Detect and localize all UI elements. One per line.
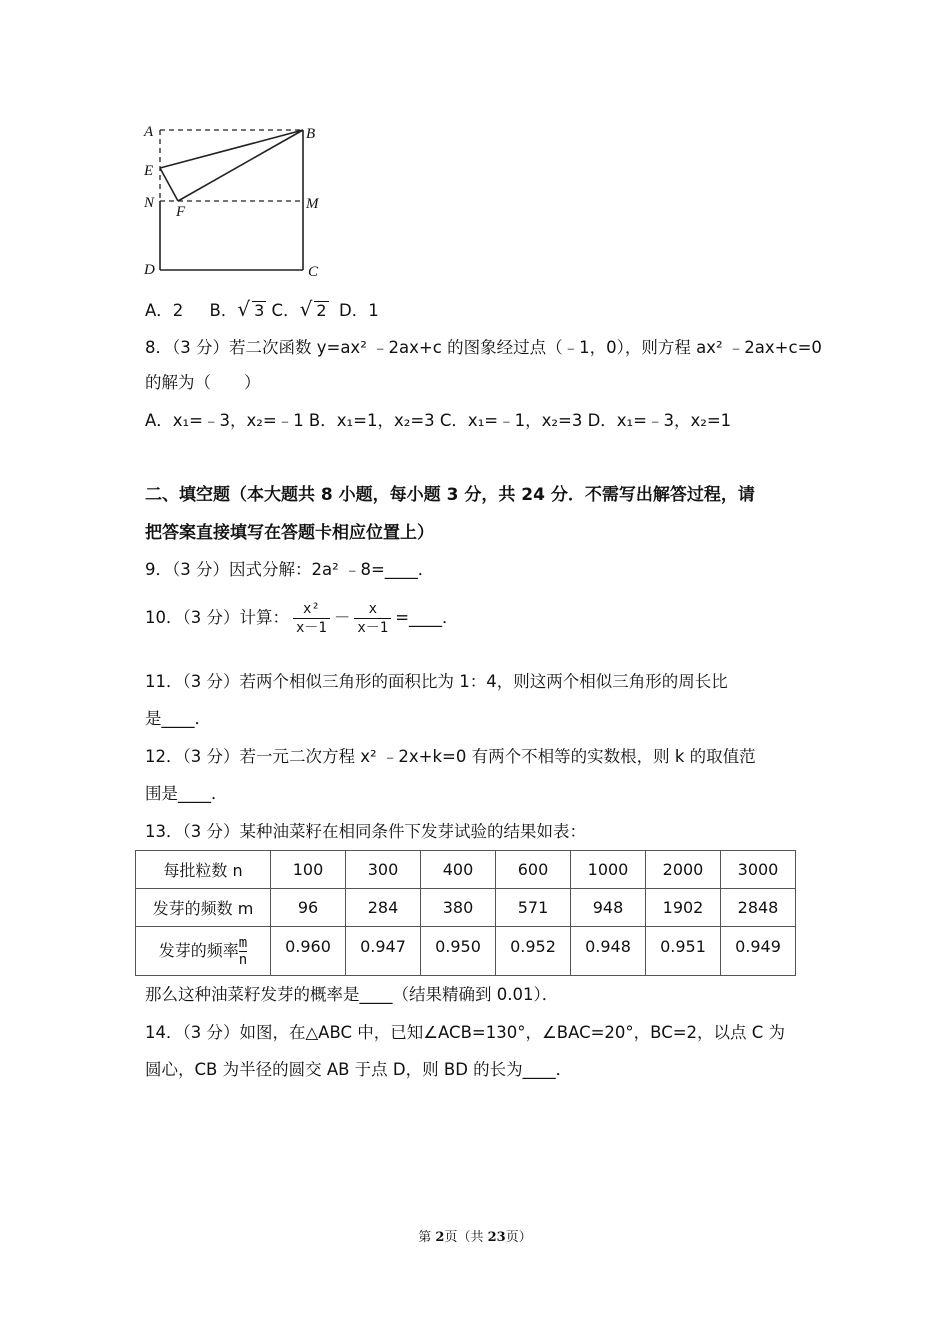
table-cell: 0.960 xyxy=(271,927,346,976)
q8-line2: 的解为（ ） xyxy=(145,373,261,392)
total-pages: 23 xyxy=(487,1230,506,1245)
table-cell: 1902 xyxy=(646,889,721,927)
label-B: B xyxy=(306,126,316,142)
q13-after: 那么这种油菜籽发芽的概率是____（结果精确到 0.01）． xyxy=(145,985,559,1004)
fraction-2: $\frac{x}{x-1}$ xyxy=(354,600,391,637)
sqrt-icon: √ xyxy=(237,297,251,321)
table-cell: 3000 xyxy=(721,851,796,889)
table-cell: 2848 xyxy=(721,889,796,927)
page-footer: 第 2页（共 23页） xyxy=(418,1230,532,1245)
label-E: E xyxy=(144,163,154,179)
table-cell: 300 xyxy=(346,851,421,889)
table-cell: 0.948 xyxy=(571,927,646,976)
q12-line1: 12．（3 分）若一元二次方程 x² ﹣2x+k=0 有两个不相等的实数根，则 k 的取值范 xyxy=(145,747,756,766)
table-cell: 0.951 xyxy=(646,927,721,976)
table-cell: 600 xyxy=(496,851,571,889)
q8-line1: 8．（3 分）若二次函数 y=ax² ﹣2ax+c 的图象经过点（﹣1，0），则方程 ax² ﹣2ax+c=0 xyxy=(145,338,822,357)
table-cell: 948 xyxy=(571,889,646,927)
page-number: 2 xyxy=(435,1230,445,1245)
fraction-1: $\frac{\text{x²}}{x-1}$ xyxy=(293,600,330,637)
table-cell: 2000 xyxy=(646,851,721,889)
table-cell: 0.949 xyxy=(721,927,796,976)
label-A: A xyxy=(144,124,154,140)
segment-FB xyxy=(178,130,303,201)
table-cell: 571 xyxy=(496,889,571,927)
sqrt-icon: √ xyxy=(299,297,313,321)
q11-line1: 11．（3 分）若两个相似三角形的面积比为 1：4，则这两个相似三角形的周长比 xyxy=(145,672,728,691)
table-row xyxy=(136,889,796,927)
table-cell: 0.947 xyxy=(346,927,421,976)
q14-line1: 14．（3 分）如图，在△ABC 中，已知∠ACB=130°，∠BAC=20°，BC=2，以点 C 为 xyxy=(145,1023,786,1042)
label-D: D xyxy=(144,262,155,278)
q10 xyxy=(145,598,459,638)
table-cell: 0.950 xyxy=(421,927,496,976)
table-row-header: 发芽的频率 $\frac{m}{n}$ xyxy=(136,927,271,976)
option-b: B．√ 3 xyxy=(209,297,265,321)
table-cell: 400 xyxy=(421,851,496,889)
table-cell: 1000 xyxy=(571,851,646,889)
segment-EB xyxy=(160,130,303,168)
table-cell: 96 xyxy=(271,889,346,927)
fraction-m-over-n: $\frac{m}{n}$ xyxy=(238,934,248,968)
section2-heading-line1: 二、填空题（本大题共 8 小题，每小题 3 分，共 24 分．不需写出解答过程，请 xyxy=(145,485,755,505)
minus-sign: － xyxy=(333,608,351,627)
q8-options: A．x₁=﹣3，x₂=﹣1 B．x₁=1，x₂=3 C．x₁=﹣1，x₂=3 D．x₁=﹣3，x₂=1 xyxy=(145,411,732,430)
q10-prefix: 10．（3 分）计算： xyxy=(145,608,289,627)
q9: 9．（3 分）因式分解：2a² ﹣8=____． xyxy=(145,560,435,579)
label-C: C xyxy=(308,264,319,280)
q14-line2: 圆心，CB 为半径的圆交 AB 于点 D，则 BD 的长为____． xyxy=(145,1060,573,1079)
q12-line2: 围是____． xyxy=(145,784,228,803)
option-c: C．√ 2 xyxy=(271,297,327,321)
label-F: F xyxy=(176,204,186,220)
geometry-figure xyxy=(138,118,338,288)
germination-table xyxy=(135,850,796,976)
q13-intro: 13．（3 分）某种油菜籽在相同条件下发芽试验的结果如表： xyxy=(145,822,586,841)
label-M: M xyxy=(306,196,319,212)
table-cell: 100 xyxy=(271,851,346,889)
q10-suffix: =____． xyxy=(395,608,459,627)
q7-options xyxy=(145,297,379,323)
table-row-header: 每批粒数 n xyxy=(136,851,271,889)
segment-EF xyxy=(160,168,178,201)
section2-heading-line2: 把答案直接填写在答题卡相应位置上） xyxy=(145,523,434,543)
table-cell: 0.952 xyxy=(496,927,571,976)
table-row xyxy=(136,927,796,976)
table-row-header: 发芽的频数 m xyxy=(136,889,271,927)
table-row xyxy=(136,851,796,889)
q11-line2: 是____． xyxy=(145,709,211,728)
table-cell: 284 xyxy=(346,889,421,927)
label-N: N xyxy=(144,195,155,211)
figure-lines xyxy=(160,130,303,270)
option-d: D．1 xyxy=(339,301,379,320)
option-a: A．2 xyxy=(145,301,184,320)
table-cell: 380 xyxy=(421,889,496,927)
